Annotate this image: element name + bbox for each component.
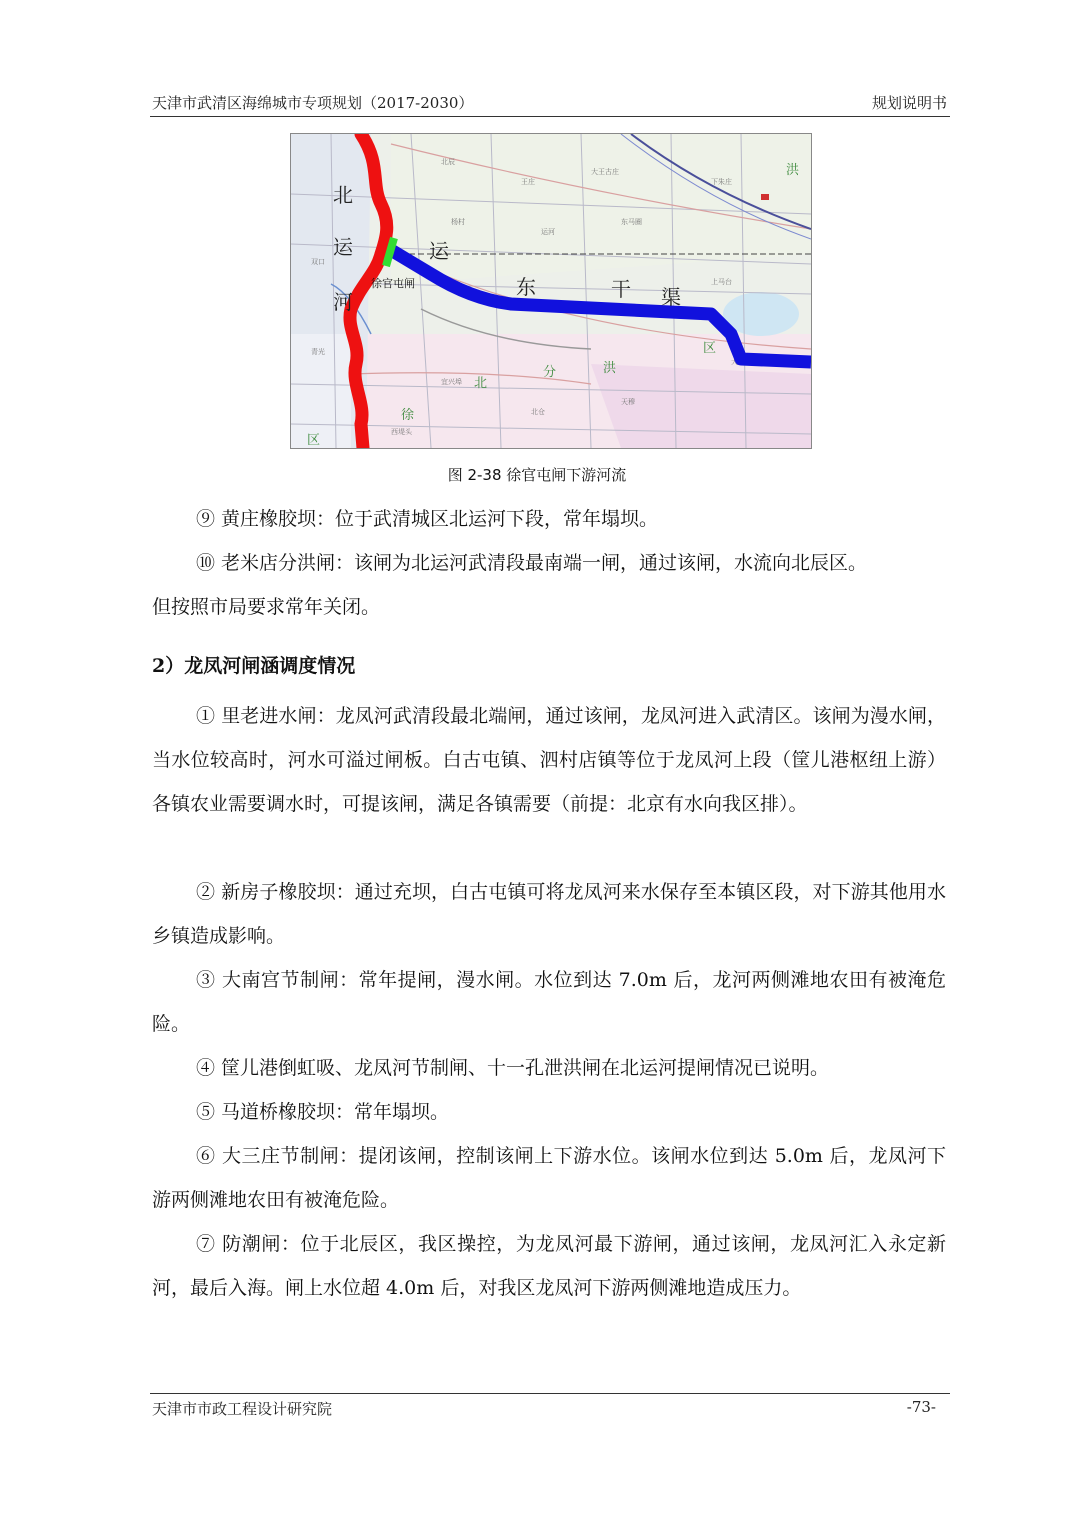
figure-caption: 图 2-38 徐官屯闸下游河流 [447,466,627,484]
paragraph-9: ⑨ 黄庄橡胶坝：位于武清城区北运河下段，常年塌坝。 [196,508,659,530]
map-label-dong: 东 [516,275,536,299]
map-label-sluice: 徐官屯闸 [371,277,415,290]
map-figure [290,133,812,449]
map-label-he: 河 [333,290,353,314]
map-label-yun-left: 运 [333,235,353,259]
paragraph-item-3: ③ 大南宫节制闸：常年提闸，漫水闸。水位到达 7.0m 后，龙河两侧滩地农田有被淹危险。 [152,969,946,1035]
svg-text:运河: 运河 [541,228,555,236]
map-label-xu: 徐 [401,408,415,423]
svg-text:北仓: 北仓 [531,408,545,416]
svg-text:双口: 双口 [311,258,325,266]
footer-divider [150,1393,950,1394]
map-label-qu-left: 区 [307,433,321,448]
paragraph-10-line-2: 但按照市局要求常年关闭。 [152,596,381,618]
svg-text:青光: 青光 [311,348,325,356]
paragraph-10-line-1: ⑩ 老米店分洪闸：该闸为北运河武清段最南端一闸，通过该闸，水流向北辰区。 [196,552,868,574]
map-image [291,134,811,448]
header-divider [150,116,950,117]
map-label-qu2: 区 [703,341,717,356]
paragraph-item-5: ⑤ 马道桥橡胶坝：常年塌坝。 [196,1101,450,1123]
paragraph-item-6: ⑥ 大三庄节制闸：提闭该闸，控制该闸上下游水位。该闸水位到达 5.0m 后，龙凤河下游两侧滩地农田有被淹危险。 [152,1145,946,1211]
map-label-bei2: 北 [474,376,488,391]
svg-text:上马台: 上马台 [711,278,732,286]
svg-text:北辰: 北辰 [441,158,455,166]
svg-text:下朱庄: 下朱庄 [711,178,732,186]
svg-text:大王古庄: 大王古庄 [591,168,619,176]
map-label-hong: 洪 [603,361,617,376]
svg-text:王庄: 王庄 [521,178,535,186]
svg-text:杨村: 杨村 [451,218,465,226]
map-label-qu: 渠 [661,285,681,309]
paragraph-item-7: ⑦ 防潮闸：位于北辰区，我区操控，为龙凤河最下游闸，通过该闸，龙凤河汇入永定新河，最后入海。闸上水位超 4.0m 后，对我区龙凤河下游两侧滩地造成压力。 [152,1233,946,1299]
paragraph-item-1: ① 里老进水闸：龙凤河武清段最北端闸，通过该闸，龙凤河进入武清区。该闸为漫水闸，当水位较高时，河水可溢过闸板。白古屯镇、泗村店镇等位于龙凤河上段（筐儿港枢纽上游）各镇农业需要调水时，可提该闸，满足各镇需要（前提：北京有水向我区排）。 [152,705,946,815]
map-label-bei: 北 [333,183,353,207]
svg-text:宜兴埠: 宜兴埠 [441,378,462,386]
header-doc-type: 规划说明书 [871,94,947,112]
section-heading: 2）龙凤河闸涵调度情况 [152,655,356,677]
svg-text:大张庄: 大张庄 [731,358,752,366]
svg-text:西堤头: 西堤头 [391,428,412,436]
svg-text:东马圈: 东马圈 [621,218,642,226]
map-label-hong-top: 洪 [786,163,800,178]
page-number: -73- [906,1398,936,1416]
map-label-gan: 干 [611,277,631,301]
map-label-yun-center: 运 [429,239,449,263]
header-title: 天津市武清区海绵城市专项规划（2017-2030） [152,94,474,112]
paragraph-item-2: ② 新房子橡胶坝：通过充坝，白古屯镇可将龙凤河来水保存至本镇区段，对下游其他用水乡镇造成影响。 [152,881,946,947]
footer-institute: 天津市市政工程设计研究院 [152,1400,333,1418]
svg-text:天穆: 天穆 [621,398,635,406]
map-label-fen: 分 [543,365,557,380]
paragraph-item-4: ④ 筐儿港倒虹吸、龙凤河节制闸、十一孔泄洪闸在北运河提闸情况已说明。 [196,1057,830,1079]
